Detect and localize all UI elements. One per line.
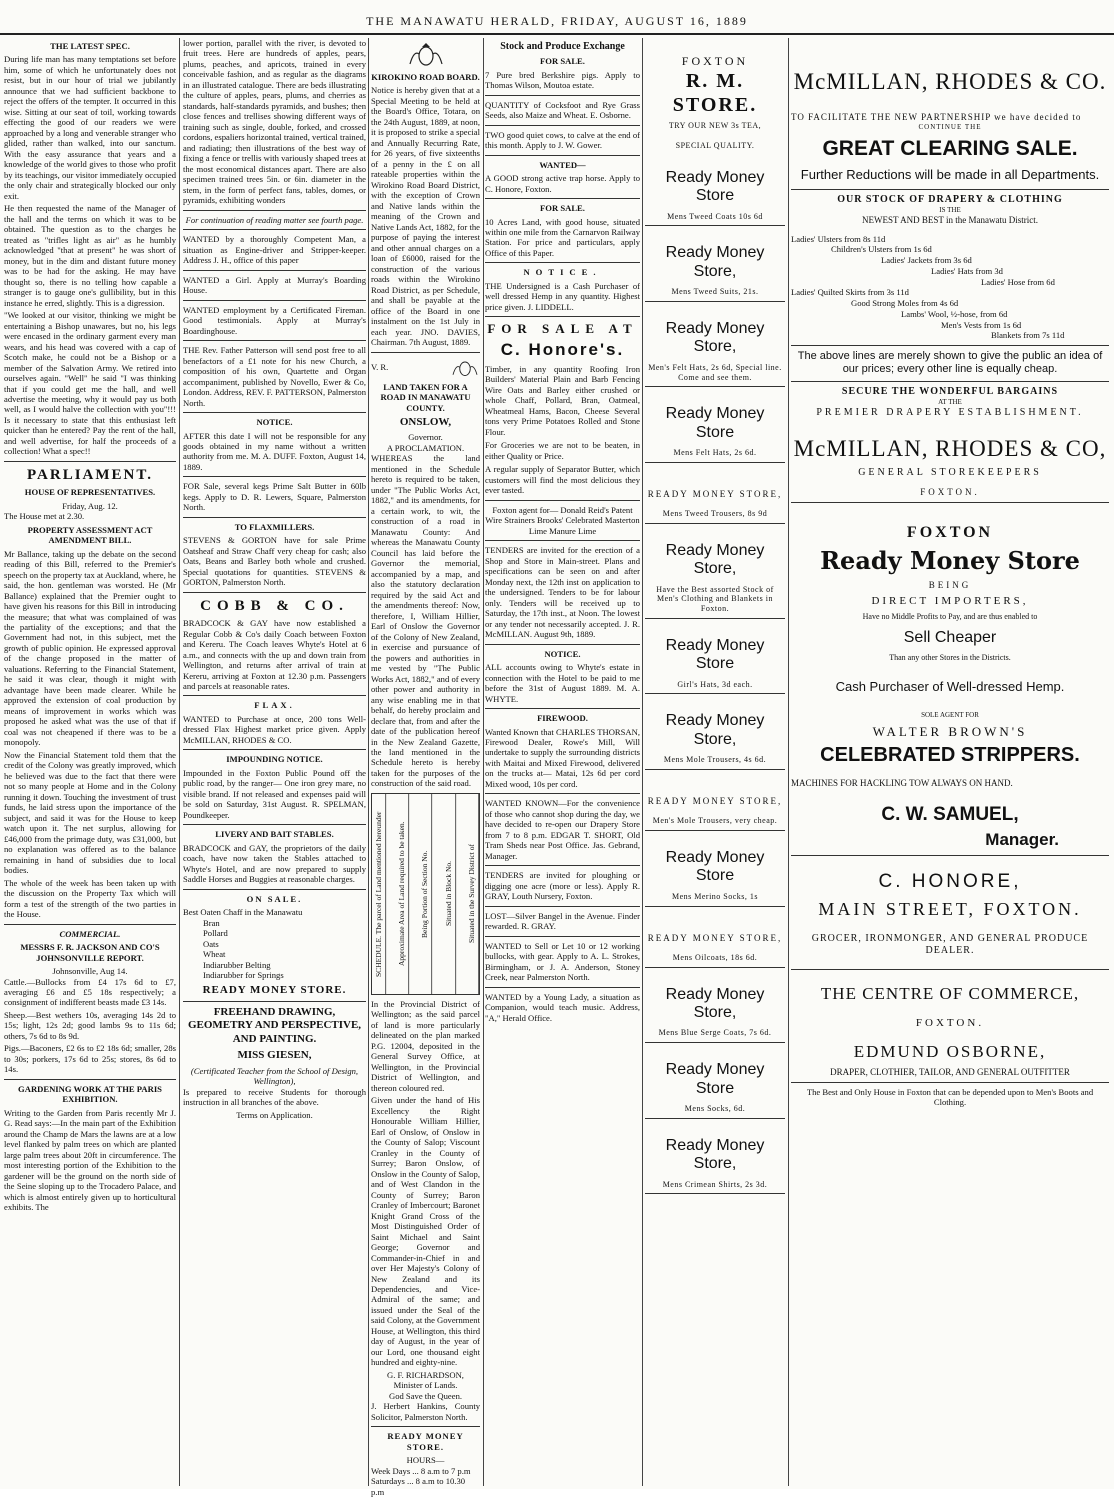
text-line: GENERAL STOREKEEPERS xyxy=(858,466,1042,478)
divider xyxy=(371,1426,480,1427)
signature-title: Minister of Lands. xyxy=(393,1380,458,1391)
subheading: HOUSE OF REPRESENTATIVES. xyxy=(24,487,156,498)
classified-ad: LOST—Silver Bangel in the Avenue. Finder rewarded. R. GRAY. xyxy=(485,910,640,932)
divider xyxy=(645,386,785,387)
ad-heading: LIVERY AND BAIT STABLES. xyxy=(215,829,334,840)
classified-ad: WANTED by a thoroughly Competent Man, a situation as Engine-driver and Stripper-keeper. Address J. H., office of this paper xyxy=(183,234,366,266)
divider xyxy=(485,644,640,645)
manager-name: C. W. SAMUEL, xyxy=(881,803,1019,825)
teacher-name: MISS GIESEN, xyxy=(237,1049,312,1062)
governor-name: ONSLOW, xyxy=(399,416,452,429)
promo-line: SPECIAL QUALITY. xyxy=(675,141,755,151)
goods-list: Timber, in any quantity Roofing Iron Builders' Material Plain and Barb Fencing Wire Oats and Barley either crushed or whole Chaff, Pollard, Bran, Oatmeal, Wheatmeal Hams, Bacon, Cheese Several tons very Prime Potatoes Rolled and Stone Flour. xyxy=(485,363,640,437)
hours-line: Saturdays ... 8 a.m to 10.30 p.m xyxy=(371,1476,466,1497)
store-name: Ready Money Store xyxy=(665,636,765,673)
divider xyxy=(371,352,480,353)
schedule-column: Approximate Area of Land required to be taken. xyxy=(395,794,409,994)
classified-ad: THE Undersigned is a Cash Purchaser of well dressed Hemp in any quantity. Highest price given. J. LIDDELL. xyxy=(485,280,640,312)
ad-heading: FOR SALE AT xyxy=(487,321,638,337)
store-name: READY MONEY STORE. xyxy=(202,983,347,996)
divider xyxy=(183,695,366,696)
price-line: Children's Ulsters from 1s 6d xyxy=(831,244,932,255)
divider xyxy=(645,523,785,524)
classified-ad: WANTED KNOWN—For the convenience of those who cannot shop during the day, we have decided to re-open our Drapery Store from 7 to 8 p.m. EDGAR T. SHORT, Old Tram Sheds near Post Office. Jas. Gebrand, Manager. xyxy=(485,798,640,861)
divider xyxy=(485,262,640,263)
divider xyxy=(645,301,785,302)
classified-ad: WANTED to Sell or Let 10 or 12 working bullocks, with gear. Apply to A. L. Strokes, Birmingham, or J. A. Anderson, Stoney Creek, near Palmerston North. xyxy=(485,940,640,983)
column-divider xyxy=(642,38,643,1486)
classified-ad: 10 Acres Land, with good house, situated within one mile from the Carnarvon Railway Station. For price and particulars, apply Office of this Paper. xyxy=(485,216,640,258)
manager-title: Manager. xyxy=(985,829,1059,849)
sale-item: Indiarubber for Springs xyxy=(203,970,284,981)
report-title: MESSRS F. R. JACKSON AND CO'S JOHNSONVILLE REPORT. xyxy=(20,942,160,963)
divider xyxy=(485,155,640,156)
hours-label: HOURS— xyxy=(406,1455,445,1466)
solicitor-line: J. Herbert Hankins, County Solicitor, Palmerston North. xyxy=(371,1401,480,1422)
teacher-note: (Certificated Teacher from the School of Design, Wellington), xyxy=(190,1065,359,1087)
store-name: Ready Money Store xyxy=(665,849,765,885)
divider xyxy=(645,1042,785,1043)
text-line: GROCER, IRONMONGER, AND GENERAL PRODUCE DEALER. xyxy=(811,932,1089,956)
divider xyxy=(791,381,1109,382)
text-line: The above lines are merely shown to give the public an idea of our prices; every other line is equally cheap. xyxy=(797,350,1103,376)
sale-item: Best Oaten Chaff in the Manawatu xyxy=(183,907,303,918)
store-name: Ready Money Store xyxy=(665,168,765,205)
text-line: The Best and Only House in Foxton that can be depended upon to Men's Boots and Clothing. xyxy=(806,1087,1094,1108)
firm-name: McMILLAN, RHODES & CO. xyxy=(793,69,1107,94)
classified-ad: 7 Pure bred Berkshire pigs. Apply to Thomas Wilson, Moutoa estate. xyxy=(485,69,640,91)
date-line: Friday, Aug. 12. xyxy=(62,500,118,511)
public-notice: Notice is hereby given that at a Special Meeting to be held at the Board's Office, Totara, on the 24th August, 1889, at noon, it is proposed to strike a special and Annually Recurring Rate, for 26 years, of five sixteenths of a penny in the £ on all rateable properties within the Wirokino Road Board District, with the exception of Crown and Native lands within the meaning of the Crown and Native Lands Act, 1882, for the purpose of paying the interest and other annual charges on a loan of £6000, raised for the construction of the various roads within the Wirokino Road District, as per Schedule, and shall be payable at the office of the Board in one instalment on the 1st July in each year. JNO. DAVIES, Chairman. 7th August, 1889. xyxy=(371,85,480,348)
price-line: Ladies' Quilted Skirts from 3s 11d xyxy=(791,287,909,298)
price-line: Lambs' Wool, ½-hose, from 6d xyxy=(901,308,1008,319)
sale-item: Pollard xyxy=(203,928,228,939)
signature: G. F. RICHARDSON, xyxy=(387,1369,464,1380)
divider xyxy=(791,189,1109,190)
store-name: Ready Money Store, xyxy=(665,1136,765,1173)
divider xyxy=(485,936,640,937)
classified-ad: TENDERS are invited for the erection of a Shop and Store in Main-street. Plans and specifications can be seen on and after Monday next, the 12th inst on application to the undersigned. Tenders to be for labour only. Tenders will be received up to Saturday, the 17th inst., at Noon. The lowest or any tender not necessarily accepted. J. R. McMILLAN. August 9th, 1889. xyxy=(485,545,640,640)
product-price-note: Mens Felt Hats, 2s 6d. xyxy=(673,448,757,458)
vr-mark: V. R. xyxy=(371,362,389,373)
royal-crest-icon xyxy=(406,42,446,68)
classified-ad: BRADCOCK and GAY, the proprietors of the daily coach, have now taken the Stables attached to Whyte's Hotel, and are now prepared to supply Saddle Horses and Buggies at reasonable charges. xyxy=(183,842,366,885)
masthead: THE MANAWATU HERALD, FRIDAY, AUGUST 16, 1889 xyxy=(366,14,748,28)
text-line: FOXTON. xyxy=(920,487,980,497)
store-name: READY MONEY STORE, xyxy=(647,932,783,943)
article-title: THE LATEST SPEC. xyxy=(50,41,130,51)
text-line: DRAPER, CLOTHIER, TAILOR, AND GENERAL OUTFITTER xyxy=(830,1067,1070,1078)
royal-crest-icon xyxy=(450,357,480,379)
article-paragraph: Mr Ballance, taking up the debate on the second reading of this Bill, referred to the Premier's speech on the property tax at Auckland, where, he said, the hon. gentleman was worsted. He (Mr Ballance) explained that the Premier ought to have given his reasons for this Bill in introducing the measure; that what was complained of was the partiality of the exceptions; and that the Government had not, in this subject, met the growth of public opinion. He expressed approval of the change proposed in the matter of valuations. Referring to the Financial Statement, he said it was clear, though it might with advantage have been made clearer. While he approved the extension of coal production by means of improvement in works which was proposed he asked what was the use of that if coal was not cheapened if there was to be a monopoly. xyxy=(4,548,176,748)
section-heading: COMMERCIAL. xyxy=(59,928,121,939)
report-line: Cattle.—Bullocks from £4 17s 6d to £7, averaging £6 and £5 18s respectively; a consignment of indifferent beasts made £3 14s. xyxy=(4,976,176,1008)
classified-ad: TWO good quiet cows, to calve at the end of this month. Apply to J. W. Gower. xyxy=(485,129,640,151)
divider xyxy=(183,229,366,230)
store-name: Ready Money Store, xyxy=(665,541,765,578)
classified-ad: A regular supply of Separator Butter, which customers will find the most delicious they ever tasted. xyxy=(485,464,640,496)
store-name: Ready Money Store xyxy=(665,405,765,441)
classified-ad: THE Rev. Father Patterson will send post free to all benefactors of a £1 note for his new Church, a composition of his own, Quartette and Organ accompaniment, published by Novello, Ewer & Co, London. Address, REV. F. PATTERSON, Palmerston North. xyxy=(183,345,366,408)
ad-heading: NOTICE. xyxy=(256,417,293,428)
text-line: SECURE THE WONDERFUL BARGAINS xyxy=(841,385,1059,397)
store-name: C. Honore's. xyxy=(500,340,625,360)
article-paragraph: He then requested the name of the Manager of the hall and the terms on which it was to be obtained. The question as to the charges he treated as "trifles light as air" as he humbly acknowledged "that at present" he was short of money, but in the dim and distant future money was to be had for the asking. He may have thought so, there is no telling how capable a stranger is to gauge one's gullibility, but in this instance he erred, slightly. This is a digression. xyxy=(4,203,176,308)
ad-heading: FOR SALE. xyxy=(540,56,585,67)
column-5 xyxy=(645,38,785,1486)
store-name: R. M. STORE. xyxy=(672,69,758,117)
proclamation-label: A PROCLAMATION. xyxy=(386,442,465,453)
ad-heading: IMPOUNDING NOTICE. xyxy=(226,754,323,765)
divider xyxy=(183,824,366,825)
divider xyxy=(485,906,640,907)
column-4 xyxy=(485,38,640,1486)
promo-line: TRY OUR NEW 3s TEA, xyxy=(668,121,762,131)
ad-heading: ON SALE. xyxy=(246,893,303,904)
bill-title: PROPERTY ASSESSMENT ACT AMENDMENT BILL. xyxy=(27,524,153,546)
store-name: READY MONEY STORE, xyxy=(647,795,783,806)
price-line: Good Strong Moles from 4s 6d xyxy=(851,298,959,309)
terms-line: Terms on Application. xyxy=(236,1109,313,1120)
section-heading: PARLIAMENT. xyxy=(26,466,154,483)
divider xyxy=(4,1079,176,1080)
classified-ad: ALL accounts owing to Whyte's estate in connection with the Hotel to be paid to me before the 31st of August 1889. M. A. WHYTE. xyxy=(485,662,640,704)
text-line: MACHINES FOR HACKLING TOW ALWAYS ON HAND. xyxy=(791,777,1013,788)
divider xyxy=(791,502,1109,503)
text-line: Have no Middle Profits to Pay, and are thus enabled to xyxy=(862,612,1038,622)
product-price-note: Mens Tweed Coats 10s 6d xyxy=(667,211,763,221)
proclamation-text: Given under the hand of His Excellency the Right Honourable William Hillier, Earl of Onslow, of Onslow in the County of Salop; Viscount Cranley in the County of Surrey; Baron Onslow, of Onslow in the County of Salop, and of West Clandon in the County of Surrey; Baron Cranley of Imbercourt; Baronet Knight Grand Cross of the Most Distinguished Order of Saint Michael and Saint George; Governor and Commander-in-Chief in and over Her Majesty's Colony of New Zealand and its Dependencies, and Vice-Admiral of the same; and issued under the Seal of the said Colony, at the Government House, at Wellington, this third day of August, in the year of our Lord, one thousand eight hundred and eighty-nine. xyxy=(371,1095,480,1368)
classified-ad: WANTED a Girl. Apply at Murray's Boarding House. xyxy=(183,274,366,296)
divider xyxy=(485,793,640,794)
sale-item: Oats xyxy=(203,938,219,949)
classified-ad: WANTED by a Young Lady, a situation as Companion, would teach music. Address, "A," Herald Office. xyxy=(485,991,640,1023)
article-paragraph: lower portion, parallel with the river, is devoted to fruit trees. Here are hundreds of apples, pears, plums, peaches, and apricots, trained in every conceivable fashion, and as regular as the diagrams in an illustrated catalogue. There are beds illustrating the culture of apples, pears, plums, and cherries as standards, half-standards pyramids, and bushes; then close fences and trellises showing different ways of training such as single, double, forked, and crossed cordons, espaliers horizontal trained, vertical trained, and radiating; then illustrations of the best way of fixing a fence or trellis with variously shaped trees at the most economical distances apart. There are also specimen trained trees 5in. or 6in. diameter in the stem, in the form of perfect fans, tables, domes, or pyramids, exhibiting wonders xyxy=(183,38,366,206)
divider xyxy=(645,967,785,968)
ad-heading: FOR SALE. xyxy=(540,203,585,214)
article-paragraph: The whole of the week has been taken up with the discussion on the Property Tax which will form a test of the strength of the two parties in the House. xyxy=(4,877,176,920)
price-line: Ladies' Jackets from 3s 6d xyxy=(881,255,972,266)
ad-heading: FIREWOOD. xyxy=(537,713,588,724)
text-line: DIRECT IMPORTERS, xyxy=(871,594,1029,607)
masthead-rule xyxy=(0,33,1114,35)
product-price-note: Mens Socks, 6d. xyxy=(684,1104,746,1113)
article-paragraph: "We looked at our visitor, thinking we might be entertaining a Bishop unawares, but no, his legs were encased in the ordinary garment every man wears, and his head was covered with a cap of Scotch make, he could not be a Bishop or a member of the Salvation Army. We retired into ourselves again. "Well" he said "I was thinking that if you could get me the hall, and well advertise the meeting, why it would pay us both well, as I would halve the collection with you"!!! Is it necessary to state that this enthusiast left quicker than he entered? Pay the rent of the hall, and well advertise, for half the proceeds of a collection! What a spec!! xyxy=(4,310,176,457)
classified-ad: WANTED to Purchase at once, 200 tons Well-dressed Flax Highest market price given. Apply McMILLAN, RHODES & CO. xyxy=(183,713,366,745)
price-line: Men's Vests from 1s 6d xyxy=(941,319,1022,330)
ad-heading: WANTED— xyxy=(539,159,586,170)
divider xyxy=(791,855,1109,856)
classified-ad: QUANTITY of Cocksfoot and Rye Grass Seeds, also Maize and Wheat. E. Osborne. xyxy=(485,99,640,121)
divider xyxy=(485,500,640,501)
firm-name: McMILLAN, RHODES & CO, xyxy=(793,435,1107,461)
price-list xyxy=(791,234,1109,341)
sale-heading: GREAT CLEARING SALE. xyxy=(822,136,1078,160)
price-line: Ladies' Ulsters from 8s 11d xyxy=(791,233,886,244)
store-name: Ready Money Store, xyxy=(665,712,765,748)
classified-ad: Foxton agent for— Donald Reid's Patent Wire Strainers Brooks' Celebrated Masterton Lime Manure Lime xyxy=(485,504,640,536)
divider xyxy=(645,1193,785,1194)
sale-item: Bran xyxy=(203,917,220,928)
ad-heading: NOTICE. xyxy=(544,648,581,659)
text-line: SOLE AGENT FOR xyxy=(921,711,979,719)
ad-heading: FLAX. xyxy=(254,700,295,711)
report-line: Pigs.—Baconers, £2 6s to £2 18s 6d; smaller, 28s to 30s; porkers, 17s 6d to 25s; stores, 8s 6d to 14s. xyxy=(4,1043,176,1075)
price-line: Ladies' Hose from 6d xyxy=(981,276,1055,287)
column-divider xyxy=(788,38,789,1486)
article-title: GARDENING WORK AT THE PARIS EXHIBITION. xyxy=(18,1083,162,1105)
text-line: MAIN STREET, FOXTON. xyxy=(818,898,1082,919)
divider xyxy=(791,969,1109,970)
text-line: AT THE xyxy=(938,398,962,407)
text-line: The House met at 2.30. xyxy=(4,511,85,522)
text-line: OUR STOCK OF DRAPERY & CLOTHING xyxy=(837,194,1063,206)
divider xyxy=(183,270,366,271)
divider xyxy=(183,749,366,750)
classified-ad: For Groceries we are not to be beaten, in either Quality or Price. xyxy=(485,440,640,461)
divider xyxy=(791,1082,1109,1083)
store-name: Ready Money Store, xyxy=(665,319,765,356)
divider xyxy=(485,540,640,541)
store-name: Ready Money Store xyxy=(665,1061,765,1097)
closing-line: God Save the Queen. xyxy=(388,1390,463,1401)
product-price-note: Men's Felt Hats, 2s 6d, Special line. Come and see them. xyxy=(648,362,782,382)
article-paragraph: During life man has many temptations set before him, some of which he unfortunately does not resist, but in our hour of trial we jubilantly announce that we had sufficient backbone to reject the offers of the tempter. It occurred in this wise. Sitting at our seat of toil, working towards effecting the good of our readers we were approached by a long and venerable stranger who glided, rather than walked, into our sanctum. With the easy assurance that years and a knowledge of the world gives to those who profit by its teachings, our visitor immediately occupied the only chair and strategically blocked our only exit. xyxy=(4,54,176,201)
divider xyxy=(183,476,366,477)
column-6 xyxy=(791,38,1109,1486)
divider xyxy=(645,830,785,831)
divider xyxy=(645,769,785,770)
product-price-note: Mens Crimean Shirts, 2s 3d. xyxy=(662,1179,768,1189)
sale-item: Wheat xyxy=(203,949,226,960)
column-3 xyxy=(371,38,480,1497)
divider xyxy=(183,1001,366,1002)
product-price-note: Have the Best assorted Stock of Men's Clothing and Blankets in Foxton. xyxy=(656,584,774,614)
text-line: IS THE xyxy=(939,206,961,215)
store-name: Ready Money Store xyxy=(820,546,1080,576)
town-name: FOXTON xyxy=(681,54,749,68)
proclamation-text: WHEREAS the land mentioned in the Schedule hereto is required to be taken, under "The Public Works Act, 1882," and its amendments, for a certain work, to wit, the construction of a road in Manawatu County: And whereas the Manawatu County Council has laid before the Governor the memorial, accompanied by a map, and also the statutory declaration required by the said Act and the amendments thereof: Now, therefore, I, William Hillier, Earl of Onslow the Governor of the Colony of New Zealand, in exercise and pursuance of the powers and authorities in me vested by "The Public Works Act, 1882," and of every other power and authority in any wise enabling me in that behalf, do hereby proclaim and declare that, from and after the date of the publication hereof in the New Zealand Gazette, the land mentioned in the Schedule hereto is hereby taken for the purposes of the construction of the said road. xyxy=(371,453,480,789)
price-line: Blankets from 7s 11d xyxy=(991,330,1065,341)
text-line: CELEBRATED STRIPPERS. xyxy=(820,744,1080,767)
schedule-table xyxy=(371,793,480,995)
ad-heading: FREEHAND DRAWING, GEOMETRY AND PERSPECTIVE, AND PAINTING. xyxy=(187,1006,362,1045)
divider xyxy=(645,462,785,463)
product-price-note: Girl's Hats, 3d each. xyxy=(677,679,753,689)
store-name: C. HONORE, xyxy=(878,870,1022,892)
schedule-column: Situated in Block No. xyxy=(442,794,456,994)
article-paragraph: Now the Financial Statement told them that the credit of the Colony was greatly improved, which he believed was due to the fact that there were not so many people at Home and in the Colony running it down. Touching the investment of trust funds, he laid stress upon the importance of the subject, and said it was for the House to keep watch upon it. The net surplus, allowing for £46,000 from the primage duty, was £31,000, but no explanation was offered as to the balance remaining in hand of subsidies due to local bodies. xyxy=(4,749,176,876)
store-name: Ready Money Store, xyxy=(665,985,765,1022)
text-line: BEING xyxy=(928,579,972,590)
product-price-note: Mens Tweed Suits, 21s. xyxy=(671,287,759,297)
classified-ad: AFTER this date I will not be responsible for any goods obtained in my name without a written authority from me. M. A. DUFF. Foxton, August 14, 1889. xyxy=(183,430,366,472)
report-line: Sheep.—Best wethers 10s, averaging 14s 2d to 15s; light, 12s 2d; good lambs 9s to 11s 6d; others, 7s 6d to 8s 9d. xyxy=(4,1009,176,1041)
divider xyxy=(183,412,366,413)
divider xyxy=(485,987,640,988)
column-divider xyxy=(368,38,369,1486)
column-divider xyxy=(179,38,180,1486)
sale-item: Indiarubber Belting xyxy=(203,959,271,970)
product-price-note: Mens Tweed Trousers, 8s 9d xyxy=(662,509,768,519)
ad-heading: COBB & CO. xyxy=(200,597,349,614)
divider xyxy=(485,708,640,709)
classified-ad: TENDERS are invited for ploughing or digging one acre (more or less). Apply R. GRAY, Louth Nursery, Foxton. xyxy=(485,870,640,902)
text-line: EDMUND OSBORNE, xyxy=(853,1042,1047,1062)
divider xyxy=(183,210,366,211)
classified-ad: FOR Sale, several kegs Prime Salt Butter in 60lb kegs. Apply to D. R. Lewers, Square, Palmerston North. xyxy=(183,481,366,513)
text-line: Further Reductions will be made in all Departments. xyxy=(800,167,1100,183)
text-line: NEWEST AND BEST in the Manawatu District. xyxy=(862,214,1038,225)
ad-heading: TO FLAXMILLERS. xyxy=(234,521,315,532)
store-name: READY MONEY STORE. xyxy=(387,1431,464,1452)
column-2 xyxy=(183,38,366,1486)
continuation-note: For continuation of reading matter see fourth page. xyxy=(185,214,364,225)
column-1 xyxy=(4,38,176,1486)
classified-ad: WANTED employment by a Certificated Fireman. Good testimonials. Apply at Murray's Boardinghouse. xyxy=(183,304,366,336)
classified-ad: Is prepared to receive Students for thorough instruction in all branches of the above. xyxy=(183,1086,366,1108)
product-price-note: Men's Mole Trousers, very cheap. xyxy=(652,816,778,826)
text-line: Sell Cheaper xyxy=(903,628,997,646)
text-line: Cash Purchaser of Well-dressed Hemp. xyxy=(835,679,1065,695)
divider xyxy=(4,461,176,462)
price-line: Ladies' Hats from 3d xyxy=(931,265,1003,276)
divider xyxy=(645,906,785,907)
store-name: READY MONEY STORE, xyxy=(647,488,783,499)
product-price-note: Mens Mole Trousers, 4s 6d. xyxy=(663,755,767,765)
ready-money-store-ads xyxy=(645,169,785,1194)
product-price-note: Mens Blue Serge Coats, 7s 6d. xyxy=(658,1028,772,1038)
divider xyxy=(183,592,366,593)
report-date: Johnsonville, Aug 14. xyxy=(52,966,128,977)
divider xyxy=(183,889,366,890)
divider xyxy=(485,316,640,317)
divider xyxy=(791,345,1109,346)
ad-heading: KIROKINO ROAD BOARD. xyxy=(371,72,480,82)
governor-title: Governor. xyxy=(408,432,443,443)
schedule-column: Situated in the Survey District of xyxy=(465,794,479,994)
divider xyxy=(485,125,640,126)
classified-ad: Wanted Known that CHARLES THORSAN, Firewood Dealer, Rowe's Mill, Will undertake to supply the surrounding districts with Maitai and Mixed Firewood, delivered on the trucks at— Matai, 12s 6d per cord Mixed wood, 10s per cord. xyxy=(485,726,640,789)
classified-ad: A GOOD strong active trap horse. Apply to C. Honore, Foxton. xyxy=(485,173,640,194)
divider xyxy=(645,225,785,226)
article-paragraph: Writing to the Garden from Paris recently Mr J. G. Read says:—In the main part of the Exhibition around the Champ de Mars the lawns are at a low level flanked by palm trees on which are planted large palm trees about 20ft in circumference. The most interesting portion of the Exhibition to the gardener will be the ground on the north side of the Seine sloping up to the Trocadero Palace, and which is almost entirely given up to horticultural exhibits. The xyxy=(4,1107,176,1213)
ad-heading: NOTICE. xyxy=(523,267,602,278)
town-name: FOXTON xyxy=(906,523,994,541)
divider xyxy=(645,1118,785,1119)
text-line: FOXTON. xyxy=(915,1016,985,1029)
text-line: Than any other Stores in the Districts. xyxy=(889,653,1011,663)
classified-ad: BRADCOCK & GAY have now established a Regular Cobb & Co's daily Coach between Foxton and Kereru. The Coach leaves Whyte's Hotel at 6 a.m., and connects with the up and down train from Wellington, and returns after arrival of train at Kereru, arriving at Foxton at 12.30 p.m. Passengers and parcels at reasonable rates. xyxy=(183,618,366,691)
divider xyxy=(645,693,785,694)
divider xyxy=(645,618,785,619)
divider xyxy=(4,924,176,925)
proclamation-text: In the Provincial District of Wellington; as the said parcel of land is more particularly delineated on the plan marked P.G. 12004, deposited in the General Survey Office, at Wellington, in the Provincial District of Wellington, and thereon coloured red. xyxy=(371,998,480,1093)
classified-ad: Impounded in the Foxton Public Pound off the public road, by the ranger— One iron grey mare, no visible brand. If not released and expenses paid will be sold on Saturday, 31st August. R. SPELMAN, Poundkeeper. xyxy=(183,767,366,820)
classified-ad: STEVENS & GORTON have for sale Prime Oatsheaf and Straw Chaff very cheap for cash; also Oats, Beans and Barley both whole and crushed. Special quotations for quantities. STEVENS & GORTON, Palmerston North. xyxy=(183,535,366,588)
schedule-header: SCHEDULE. The parcel of Land mentioned hereunder xyxy=(372,794,386,994)
divider xyxy=(485,865,640,866)
divider xyxy=(183,517,366,518)
text-line: PREMIER DRAPERY ESTABLISHMENT. xyxy=(816,406,1084,418)
text-line: TO FACILITATE THE NEW PARTNERSHIP we have decided to xyxy=(791,112,1082,123)
divider xyxy=(183,300,366,301)
schedule-column: Being Portion of Section No. xyxy=(418,794,432,994)
product-price-note: Mens Merino Socks, 1s xyxy=(671,891,759,901)
product-price-note: Mens Oilcoats, 18s 6d. xyxy=(672,952,758,962)
divider xyxy=(485,198,640,199)
divider xyxy=(485,95,640,96)
store-name: Ready Money Store, xyxy=(665,244,765,280)
text-line: WALTER BROWN'S xyxy=(872,723,1028,739)
divider xyxy=(183,340,366,341)
text-line: THE CENTRE OF COMMERCE, xyxy=(820,984,1080,1004)
section-heading: Stock and Produce Exchange xyxy=(500,41,625,52)
proclamation-title: LAND TAKEN FOR A ROAD IN MANAWATU COUNTY. xyxy=(380,381,471,413)
hours-line: Week Days ... 8 a.m to 7 p.m xyxy=(371,1465,471,1476)
text-line: CONTINUE THE xyxy=(918,123,982,132)
column-divider xyxy=(483,38,484,1486)
